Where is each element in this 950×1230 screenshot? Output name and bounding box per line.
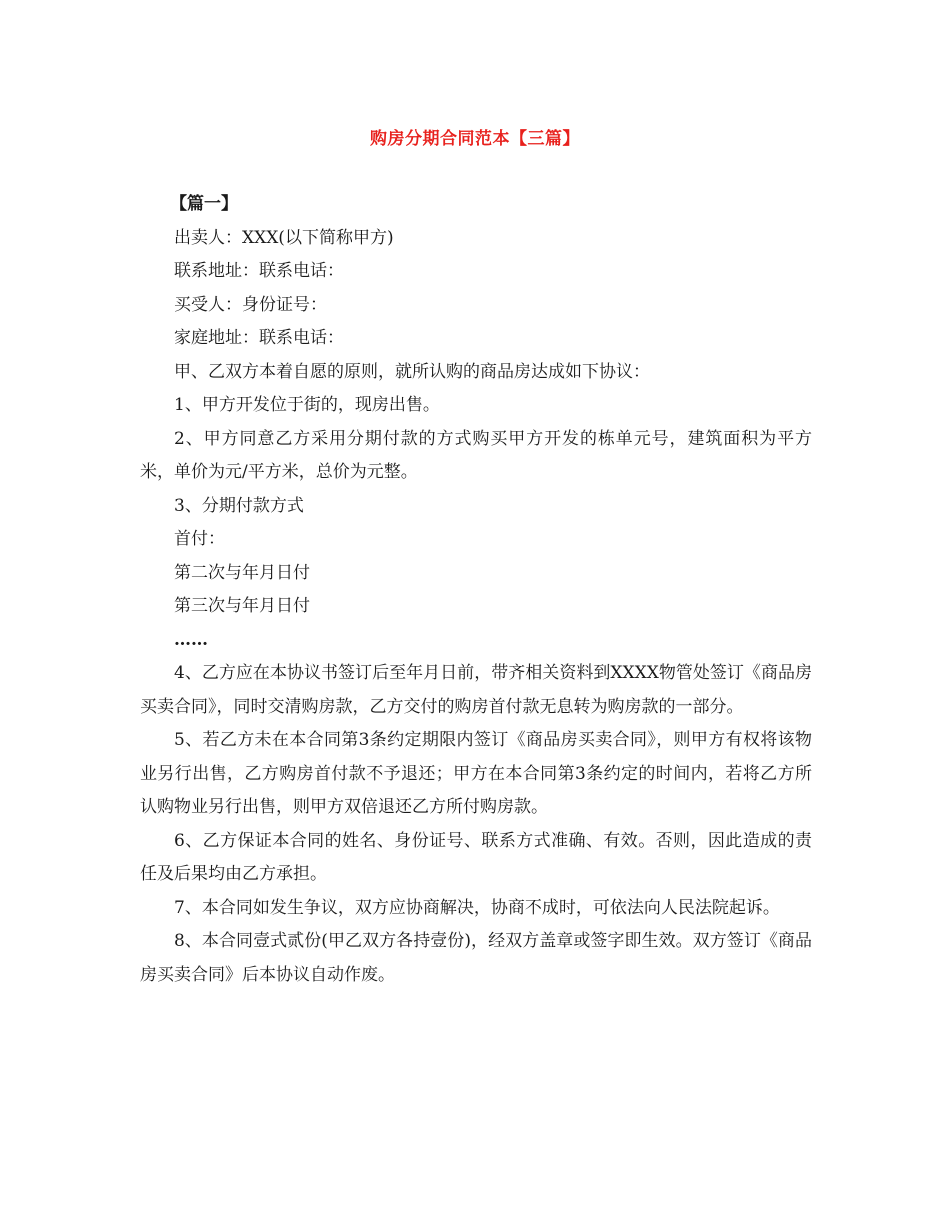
clause-4: 4、乙方应在本协议书签订后至年月日前，带齐相关资料到XXXX物管处签订《商品房买卖合同》，同时交清购房款，乙方交付的购房首付款无息转为购房款的一部分。	[140, 663, 812, 717]
clause-3: 3、分期付款方式	[174, 495, 304, 516]
payment-first-line: 首付：	[174, 529, 225, 549]
clause-8: 8、本合同壹式贰份(甲乙双方各持壹份)，经双方盖章或签字即生效。双方签订《商品房买卖合同》后本协议自动作废。	[140, 931, 812, 985]
buyer-line: 买受人：身份证号：	[174, 294, 327, 315]
preamble-paragraph: 甲、乙双方本着自愿的原则，就所认购的商品房达成如下协议：	[174, 361, 650, 382]
clause-2: 2、甲方同意乙方采用分期付款的方式购买甲方开发的栋单元号，建筑面积为平方米，单价为元/平方米，总价为元整。	[140, 428, 812, 482]
document-title: 购房分期合同范本【三篇】	[370, 129, 580, 149]
payment-second-line: 第二次与年月日付	[174, 562, 310, 583]
document-body	[140, 188, 812, 992]
clause-1: 1、甲方开发位于街的，现房出售。	[174, 395, 440, 415]
seller-contact-line: 联系地址：联系电话：	[174, 261, 344, 281]
payment-ellipsis: ……	[174, 629, 208, 650]
clause-5: 5、若乙方未在本合同第3条约定期限内签订《商品房买卖合同》，则甲方有权将该物业另行出售，乙方购房首付款不予退还；甲方在本合同第3条约定的时间内，若将乙方所认购物业另行出售，则甲方双倍退还乙方所付购房款。	[140, 730, 812, 817]
section-heading: 【篇一】	[170, 194, 238, 214]
buyer-contact-line: 家庭地址：联系电话：	[174, 328, 344, 348]
clause-7: 7、本合同如发生争议，双方应协商解决，协商不成时，可依法向人民法院起诉。	[174, 897, 780, 918]
payment-third-line: 第三次与年月日付	[174, 596, 310, 616]
seller-line: 出卖人：XXX(以下简称甲方)	[174, 227, 394, 248]
clause-6: 6、乙方保证本合同的姓名、身份证号、联系方式准确、有效。否则，因此造成的责任及后果均由乙方承担。	[140, 830, 812, 884]
